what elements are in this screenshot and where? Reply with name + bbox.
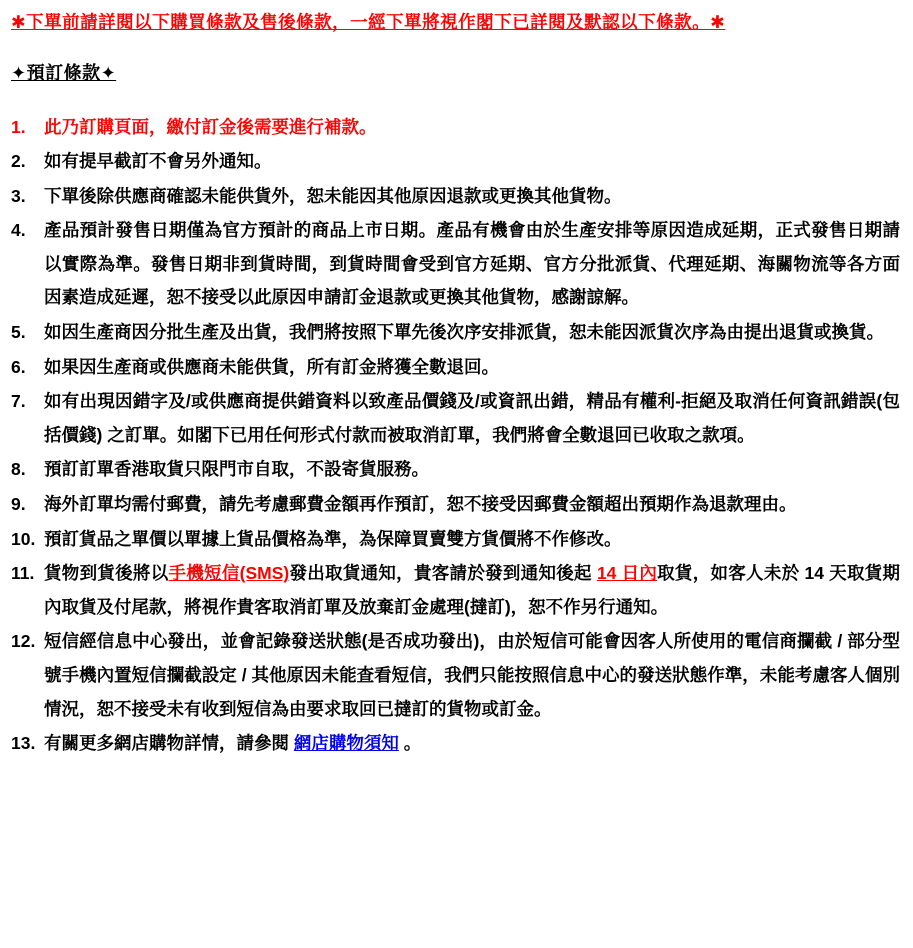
term-text: [44, 111, 900, 145]
term-number: 9.: [11, 494, 26, 515]
term-number: 10.: [11, 528, 36, 549]
term-segment: 取貨，如客人未於 14 天取貨期內取貨及付尾款，將視作貴客取消訂單及放棄訂金處理(撻訂)，恕不作另行通知。: [44, 563, 901, 617]
term-number: 6.: [11, 356, 26, 377]
term-number: 12.: [11, 631, 36, 652]
term-segment: 如因生產商因分批生產及出貨，我們將按照下單先後次序安排派貨，恕未能因派貨次序為由提出退貨或換貨。: [44, 322, 884, 343]
list-item: [11, 453, 900, 487]
term-text: [44, 385, 900, 452]
term-segment: 預訂貨品之單價以單據上貨品價格為準，為保障買賣雙方貨價將不作修改。: [44, 528, 622, 549]
term-text: [44, 316, 900, 350]
list-item: [11, 316, 900, 350]
term-number: 2.: [11, 151, 26, 172]
term-segment: 如有出現因錯字及/或供應商提供錯資料以致產品價錢及/或資訊出錯，精品有權利-拒絕及取消任何資訊錯誤(包括價錢) 之訂單。如閣下已用任何形式付款而被取消訂單，我們將會全數退回已收取之款項。: [44, 391, 900, 445]
term-text: [44, 557, 900, 624]
term-text: [44, 214, 900, 315]
shop-guide-link[interactable]: 網店購物須知: [293, 733, 399, 754]
term-segment: 短信經信息中心發出，並會記錄發送狀態(是否成功發出)，由於短信可能會因客人所使用的電信商攔截 / 部分型號手機內置短信攔截設定 / 其他原因未能查看短信，我們只能按照信息中心的發送狀態作準，未能考慮客人個別情況，恕不接受未有收到短信為由要求取回已撻訂的貨物或訂金。: [44, 631, 900, 719]
list-item: [11, 214, 900, 315]
term-text: [44, 145, 900, 179]
term-text: [44, 625, 900, 726]
term-segment: 如果因生產商或供應商未能供貨，所有訂金將獲全數退回。: [44, 356, 499, 377]
list-item: [11, 557, 900, 624]
sms-highlight: 手機短信(SMS): [168, 563, 290, 584]
purchase-terms-notice-header: ✱下單前請詳閱以下購買條款及售後條款，一經下單將視作閣下已詳閱及默認以下條款。✱: [11, 12, 726, 32]
list-item: [11, 180, 900, 214]
term-text: [44, 488, 900, 522]
term-number: 7.: [11, 391, 26, 412]
term-text: [44, 453, 900, 487]
term-segment: 下單後除供應商確認未能供貨外，恕未能因其他原因退款或更換其他貨物。: [44, 185, 622, 206]
preorder-terms-section-title: ✦預訂條款✦: [11, 62, 117, 83]
term-segment: 。: [398, 733, 422, 754]
pickup-deadline-highlight: 14 日內: [596, 563, 658, 584]
list-item: [11, 111, 900, 145]
term-number: 1.: [11, 116, 26, 137]
term-segment: 貨物到貨後將以: [44, 563, 169, 584]
list-item: [11, 523, 900, 557]
list-item: [11, 625, 900, 726]
term-text: [44, 727, 900, 761]
term-number: 4.: [11, 220, 26, 241]
term-segment: 如有提早截訂不會另外通知。: [44, 151, 272, 172]
term-number: 5.: [11, 322, 26, 343]
term-segment: 產品預計發售日期僅為官方預計的商品上市日期。產品有機會由於生產安排等原因造成延期，正式發售日期請以實際為準。發售日期非到貨時間，到貨時間會受到官方延期、官方分批派貨、代理延期、海關物流等各方面因素造成延遲，恕不接受以此原因申請訂金退款或更換其他貨物，感謝諒解。: [44, 220, 900, 308]
term-segment: 海外訂單均需付郵費，請先考慮郵費金額再作預訂，恕不接受因郵費金額超出預期作為退款理由。: [44, 494, 797, 515]
terms-list: [11, 111, 900, 761]
term-number: 11.: [11, 563, 35, 584]
term-segment: 預訂訂單香港取貨只限門市自取，不設寄貨服務。: [44, 459, 429, 480]
list-item: [11, 351, 900, 385]
term-segment: 發出取貨通知，貴客請於發到通知後起: [289, 563, 597, 584]
term-number: 3.: [11, 185, 26, 206]
term-text: [44, 351, 900, 385]
term-segment: 有關更多網店購物詳情，請參閱: [44, 733, 294, 754]
term-segment: 此乃訂購頁面，繳付訂金後需要進行補款。: [44, 116, 377, 137]
list-item: [11, 145, 900, 179]
term-text: [44, 180, 900, 214]
term-text: [44, 523, 900, 557]
list-item: [11, 727, 900, 761]
list-item: [11, 488, 900, 522]
term-number: 13.: [11, 733, 36, 754]
term-number: 8.: [11, 459, 26, 480]
list-item: [11, 385, 900, 452]
